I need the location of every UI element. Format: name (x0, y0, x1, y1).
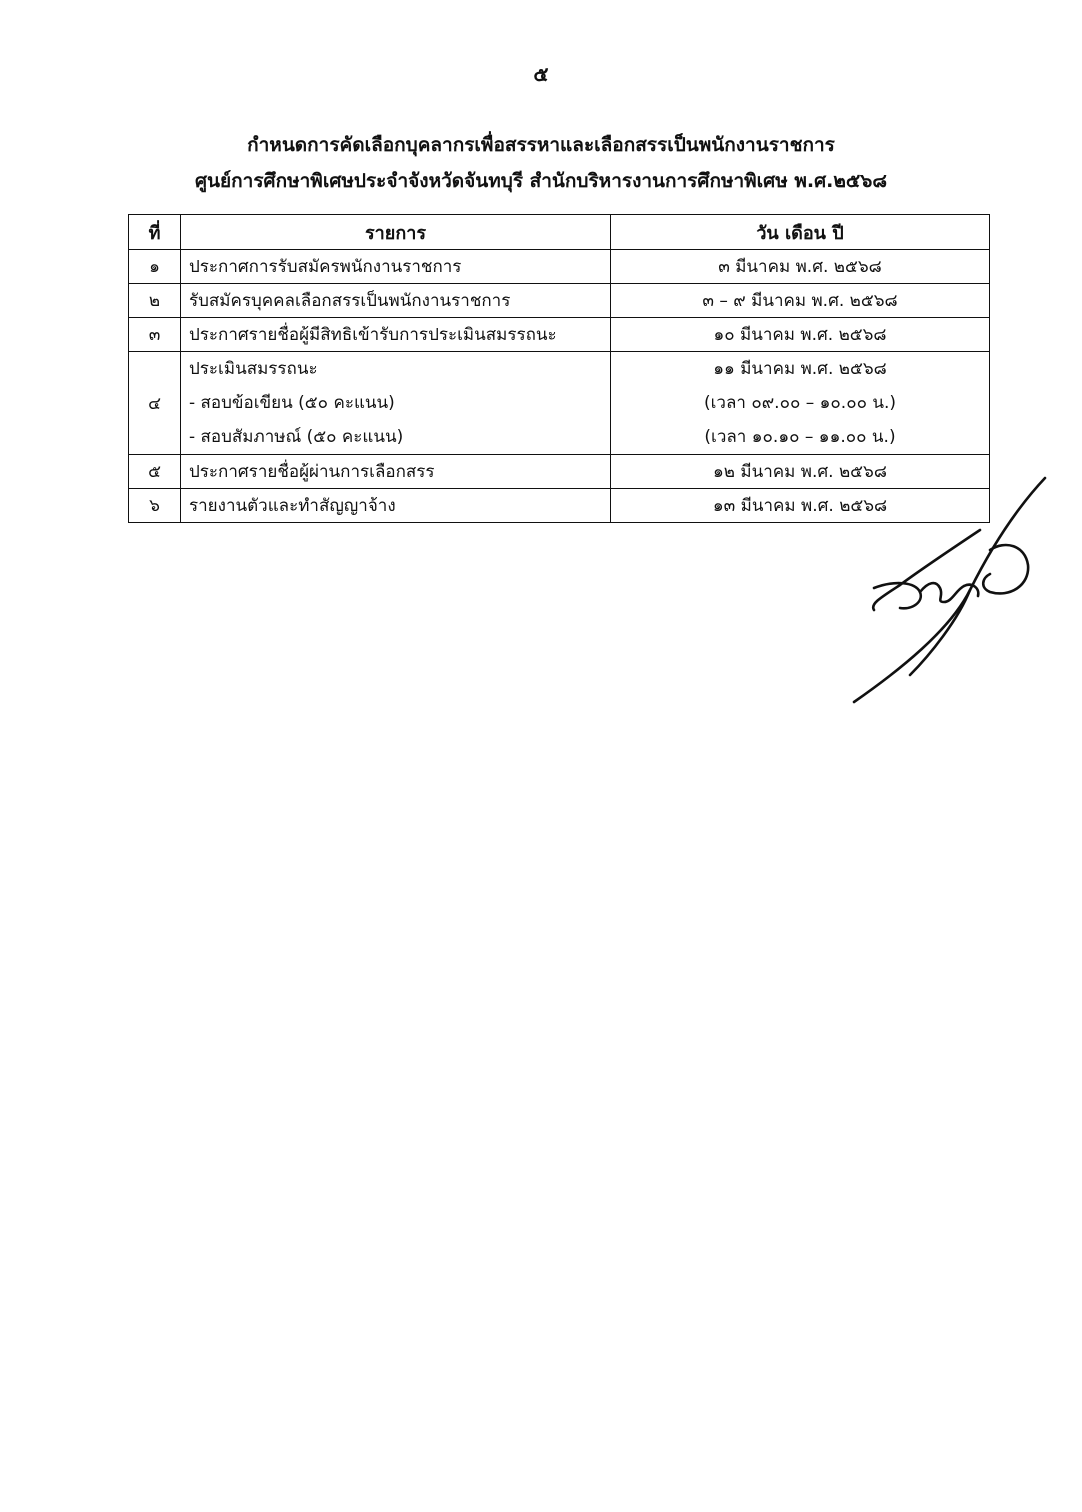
table-row (129, 250, 990, 284)
row-date: ๑๐ มีนาคม พ.ศ. ๒๕๖๘ (611, 318, 990, 352)
document-title: กำหนดการคัดเลือกบุคลากรเพื่อสรรหาและเลือกสรรเป็นพนักงานราชการ (247, 134, 835, 156)
table-row (129, 352, 990, 455)
row-date: ๑๒ มีนาคม พ.ศ. ๒๕๖๘ (611, 455, 990, 489)
row-date-line: (เวลา ๑๐.๑๐ – ๑๑.๐๐ น.) (704, 427, 896, 447)
row-item-line: ประเมินสมรรถนะ (189, 359, 318, 379)
row-number: ๔ (129, 352, 181, 455)
row-item: ประกาศรายชื่อผู้ผ่านการเลือกสรร (181, 455, 611, 489)
page-number: ๕ (533, 62, 549, 86)
row-item: รายงานตัวและทำสัญญาจ้าง (181, 489, 611, 523)
column-header-no: ที่ (129, 215, 181, 250)
row-item-line: - สอบสัมภาษณ์ (๕๐ คะแนน) (189, 427, 404, 447)
row-item (181, 352, 611, 455)
row-number: ๕ (129, 455, 181, 489)
table-row (129, 284, 990, 318)
signature-icon (840, 470, 1060, 710)
row-item: ประกาศรายชื่อผู้มีสิทธิเข้ารับการประเมินสมรรถนะ (181, 318, 611, 352)
row-number: ๖ (129, 489, 181, 523)
table-header-row (129, 215, 990, 250)
row-item: รับสมัครบุคคลเลือกสรรเป็นพนักงานราชการ (181, 284, 611, 318)
row-date-line: ๑๑ มีนาคม พ.ศ. ๒๕๖๘ (713, 359, 887, 379)
column-header-item: รายการ (181, 215, 611, 250)
row-date: ๓ มีนาคม พ.ศ. ๒๕๖๘ (611, 250, 990, 284)
row-item: ประกาศการรับสมัครพนักงานราชการ (181, 250, 611, 284)
row-number: ๑ (129, 250, 181, 284)
row-date: ๓ – ๙ มีนาคม พ.ศ. ๒๕๖๘ (611, 284, 990, 318)
row-date: ๑๓ มีนาคม พ.ศ. ๒๕๖๘ (611, 489, 990, 523)
document-subtitle: ศูนย์การศึกษาพิเศษประจำจังหวัดจันทบุรี สำนักบริหารงานการศึกษาพิเศษ พ.ศ.๒๕๖๘ (194, 170, 887, 192)
column-header-date: วัน เดือน ปี (611, 215, 990, 250)
row-date-line: (เวลา ๐๙.๐๐ – ๑๐.๐๐ น.) (703, 393, 897, 413)
row-number: ๓ (129, 318, 181, 352)
row-number: ๒ (129, 284, 181, 318)
row-item-line: - สอบข้อเขียน (๕๐ คะแนน) (189, 393, 395, 413)
row-date (611, 352, 990, 455)
table-row (129, 318, 990, 352)
